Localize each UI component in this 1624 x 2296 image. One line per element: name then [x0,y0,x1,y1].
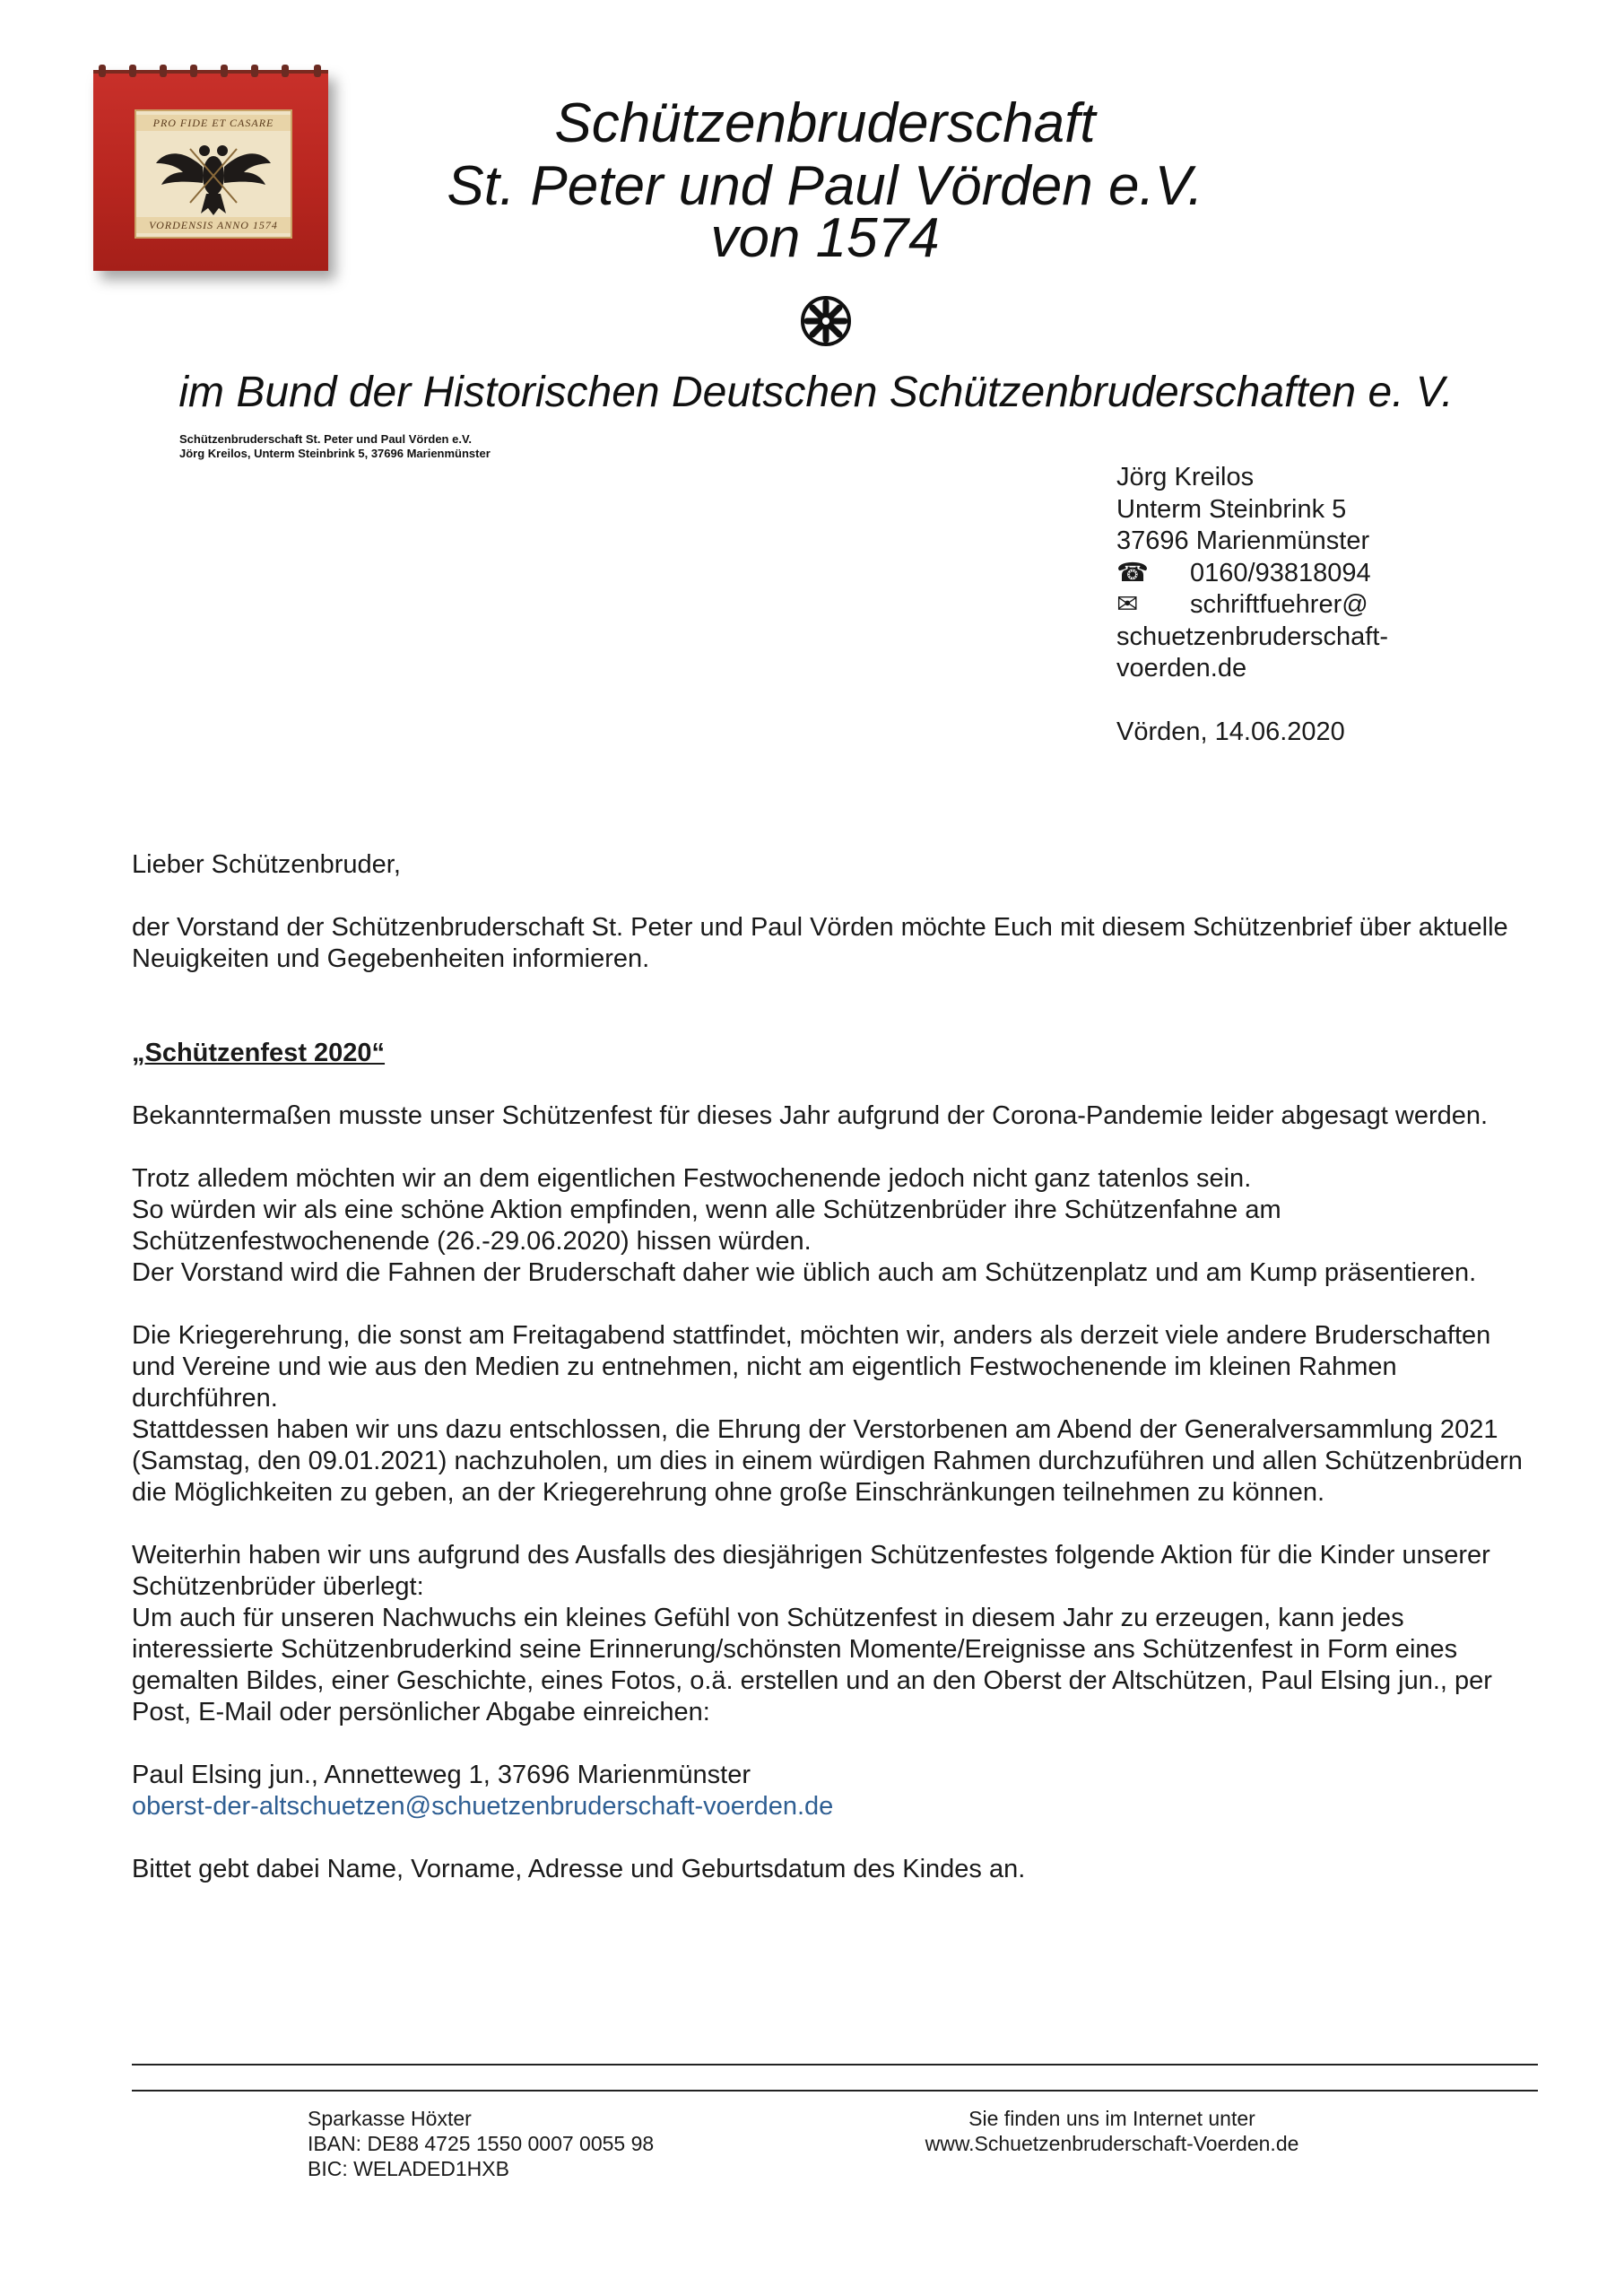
contact-phone-row [1116,558,1388,590]
founding-year: von 1574 [710,207,940,269]
paragraph-memorial-2: Stattdessen haben wir uns dazu entschlossen, die Ehrung der Verstorbenen am Abend der Generalversammlung 2021 (Samstag, den 09.01.2021) nachzuholen, um dies in einem würdigen Rahmen durchzuführen und allen Schützenbrüdern die Möglichkeiten zu geben, an der Kriegerehrung ohne große Einschränkungen teilnehmen zu können. [132,1415,1523,1507]
contact-block [1116,462,1388,748]
web-url[interactable]: www.Schuetzenbruderschaft-Voerden.de [925,2132,1299,2155]
org-name: Schützenbruderschaft [554,92,1096,154]
bank-details [308,2106,654,2181]
org-name-line2: St. Peter und Paul Vörden e.V. [447,155,1203,217]
contact-email-row [1116,589,1388,622]
intro-paragraph: der Vorstand der Schützenbruderschaft St. Peter und Paul Vörden möchte Euch mit diesem Schützenbrief über aktuelle Neuigkeiten und Gegebenheiten informieren. [132,913,1508,973]
section-heading: „Schützenfest 2020“ [132,1039,386,1067]
envelope-icon: ✉ [1116,590,1139,619]
double-eagle-icon [136,131,291,221]
paragraph-flags-3: Der Vorstand wird die Fahnen der Bruderschaft daher wie üblich auch am Schützenplatz und am Kump präsentieren. [132,1258,1477,1287]
contact-name: Jörg Kreilos [1116,463,1255,491]
web-details [879,2106,1345,2156]
paragraph-children-2: Um auch für unseren Nachwuchs ein kleines Gefühl von Schützenfest in diesem Jahr zu erzeugen, kann jedes interessierte Schützenbruderkind seine Erinnerung/schönsten Momente/Ereignisse ans Schützenfest in Form eines gemalten Bildes, einer Geschichte, eines Fotos, o.ä. erstellen und an den Oberst der Altschützen, Paul Elsing jun., per Post, E-Mail oder persönlicher Abgabe einreichen: [132,1604,1492,1726]
banner-field [135,109,292,239]
contact-city: 37696 Marienmünster [1116,526,1370,555]
paragraph-memorial-1: Die Kriegerehrung, die sonst am Freitagabend stattfindet, möchten wir, anders als derzeit viele andere Bruderschaften und Vereine und wie aus den Medien zu entnehmen, nicht am eigentlich Festwochenende im kleinen Rahmen durchführen. [132,1321,1491,1413]
paragraph-cancellation: Bekanntermaßen musste unser Schützenfest für dieses Jahr aufgrund der Corona-Pandemie leider abgesagt werden. [132,1101,1489,1130]
sender-line-address: Jörg Kreilos, Unterm Steinbrink 5, 37696 Marienmünster [179,447,491,460]
brotherhood-banner [93,70,328,271]
emblem-wheel-icon [799,294,853,348]
footer-divider-top [132,2064,1538,2066]
place-date: Vörden, 14.06.2020 [1116,717,1345,746]
paragraph-flags-2: So würden wir als eine schöne Aktion empfinden, wenn alle Schützenbrüder ihre Schützenfahne am Schützenfestwochenende (26.-29.06.2020) hissen würden. [132,1196,1281,1256]
contact-email-line1[interactable]: schriftfuehrer@ [1190,590,1368,619]
phone-icon: ☎ [1116,558,1150,587]
contact-phone: 0160/93818094 [1190,558,1371,587]
bank-bic: BIC: WELADED1HXB [308,2157,509,2180]
bank-iban: IBAN: DE88 4725 1550 0007 0055 98 [308,2132,655,2155]
federation-line: im Bund der Historischen Deutschen Schützenbruderschaften e. V. [178,369,1454,416]
contact-email-line2[interactable]: schuetzenbruderschaft- [1116,622,1389,651]
banner-bottom-text: VORDENSIS ANNO 1574 [136,217,291,233]
letter-body [132,849,1531,1885]
recipient-address: Paul Elsing jun., Annetteweg 1, 37696 Marienmünster [132,1761,751,1789]
contact-email-line3[interactable]: voerden.de [1116,654,1247,683]
footer-divider-bottom [132,2090,1538,2092]
sender-line-org: Schützenbruderschaft St. Peter und Paul Vörden e.V. [179,432,473,446]
bank-name: Sparkasse Höxter [308,2107,472,2130]
closing-note: Bittet gebt dabei Name, Vorname, Adresse und Geburtsdatum des Kindes an. [132,1855,1026,1883]
recipient-email-link[interactable]: oberst-der-altschuetzen@schuetzenbruderschaft-voerden.de [132,1792,834,1821]
contact-street: Unterm Steinbrink 5 [1116,494,1347,524]
web-label: Sie finden uns im Internet unter [968,2107,1255,2130]
banner-top-text: PRO FIDE ET CASARE [136,115,291,131]
paragraph-children-1: Weiterhin haben wir uns aufgrund des Ausfalls des diesjährigen Schützenfestes folgende Aktion für die Kinder unserer Schützenbrüder überlegt: [132,1541,1490,1601]
paragraph-flags-1: Trotz alledem möchten wir an dem eigentlichen Festwochenende jedoch nicht ganz tatenlos sein. [132,1164,1252,1193]
salutation: Lieber Schützenbruder, [132,850,401,879]
